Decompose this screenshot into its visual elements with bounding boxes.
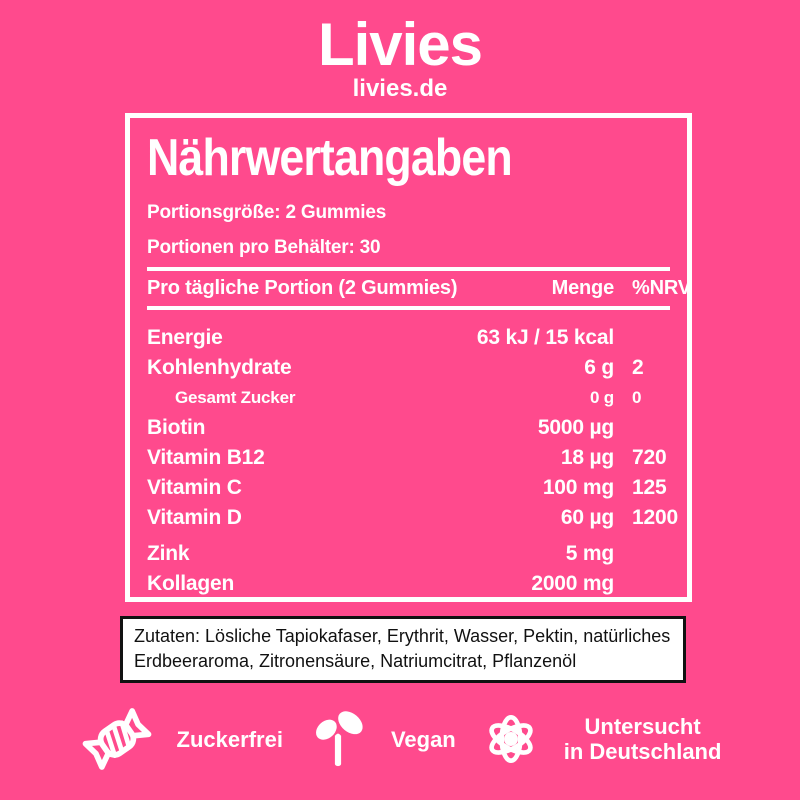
brand-logo: Livies: [317, 11, 483, 78]
ingredients-box: [120, 616, 686, 683]
table-row: Kollagen 2000 mg: [147, 572, 614, 595]
candy-icon: [79, 701, 155, 777]
column-header-nrv: %NRV: [632, 277, 691, 299]
table-row: Energie 63 kJ / 15 kcal: [147, 326, 614, 349]
badge-vegan: [307, 706, 456, 772]
badge-vegan-label: Vegan: [390, 726, 456, 752]
badge-sugarfree: [79, 701, 283, 777]
table-row: Vitamin C 100 mg 125: [147, 476, 667, 499]
table-row: Biotin 5000 µg: [147, 416, 614, 439]
column-header-portion: Pro tägliche Portion (2 Gummies): [147, 277, 458, 299]
table-header-row: [147, 267, 691, 310]
badge-tested-label: [564, 714, 722, 764]
atom-icon: [480, 706, 542, 772]
nutrition-title: Nährwertangaben: [147, 129, 512, 187]
sprout-icon: [307, 706, 369, 772]
ingredients-text: Zutaten: Lösliche Tapiokafaser, Erythrit, Wasser, Pektin, natürliches Erdbeeraroma, Zitronensäure, Natriumcitrat, Pflanzenöl: [134, 626, 671, 671]
badge-tested: [480, 706, 722, 772]
badge-tested-label-line2: in Deutschland: [563, 739, 722, 764]
table-row: Kohlenhydrate 6 g 2: [147, 356, 644, 379]
brand-website: livies.de: [352, 75, 448, 102]
brand-header: [0, 11, 800, 102]
servings-per-container: Portionen pro Behälter: 30: [147, 237, 381, 258]
table-row: Zink 5 mg: [147, 542, 614, 565]
nutrition-panel: [125, 113, 692, 602]
badge-sugarfree-label: Zuckerfrei: [176, 726, 283, 752]
table-row: Gesamt Zucker 0 g 0: [175, 388, 642, 407]
table-row: Vitamin D 60 µg 1200: [147, 506, 678, 529]
serving-size: Portionsgröße: 2 Gummies: [147, 202, 387, 223]
table-row: Vitamin B12 18 µg 720: [147, 446, 667, 469]
nutrition-rows: [147, 323, 678, 599]
badges-row: [0, 697, 800, 781]
badge-tested-label-line1: Untersucht: [584, 714, 701, 739]
column-header-amount: Menge: [551, 277, 614, 299]
